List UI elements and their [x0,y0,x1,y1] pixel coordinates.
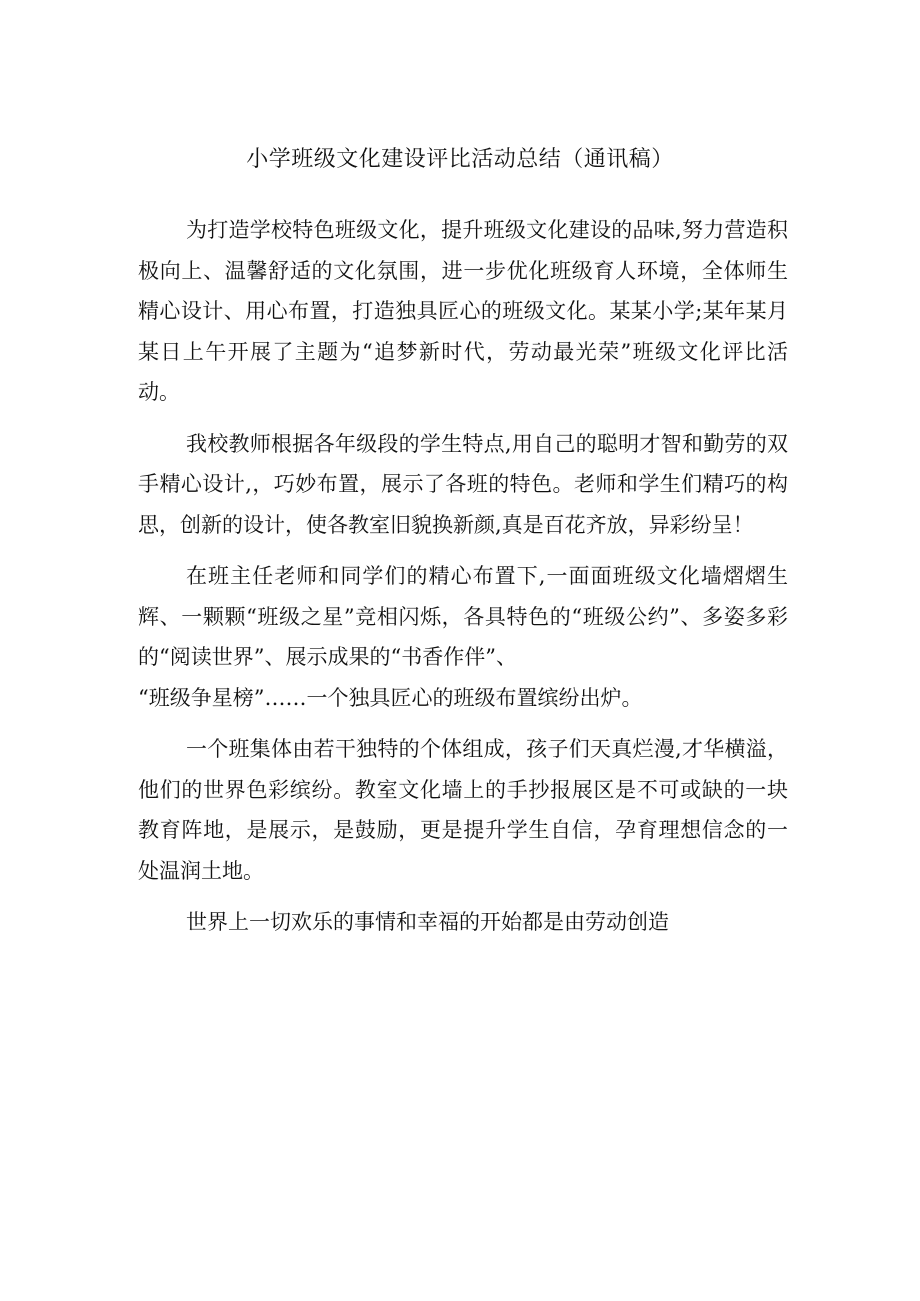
paragraph-3: 在班主任老师和同学们的精心布置下,一面面班级文化墙熠熠生辉、一颗颗“班级之星”竞相闪烁，各具特色的“班级公约”、多姿多彩的“阅读世界”、展示成果的“书香作伴”、 [138,564,788,669]
paragraph-1: 为打造学校特色班级文化，提升班级文化建设的品味,努力营造积极向上、温馨舒适的文化氛围，进一步优化班级育人环境，全体师生精心设计、用心布置，打造独具匠心的班级文化。某某小学;某年某月某日上午开展了主题为“追梦新时代，劳动最光荣”班级文化评比活动。 [138,218,788,404]
document-body [138,210,788,954]
paragraph-4: 一个班集体由若干独特的个体组成，孩子们天真烂漫,才华横溢，他们的世界色彩缤纷。教室文化墙上的手抄报展区是不可或缺的一块教育阵地，是展示，是鼓励，更是提升学生自信，孕育理想信念的一处温润土地。 [138,737,788,883]
document-title: 小学班级文化建设评比活动总结（通讯稿） [246,147,674,172]
paragraph-2: 我校教师根据各年级段的学生特点,用自己的聪明才智和勤劳的双手精心设计,，巧妙布置，展示了各班的特色。老师和学生们精巧的构思，创新的设计，使各教室旧貌换新颜,真是百花齐放，异彩纷呈！ [138,431,788,537]
paragraph-3-continuation: “班级争星榜”……一个独具匠心的班级布置缤纷出炉。 [138,685,643,710]
paragraph-5: 世界上一切欢乐的事情和幸福的开始都是由劳动创造 [186,910,669,934]
